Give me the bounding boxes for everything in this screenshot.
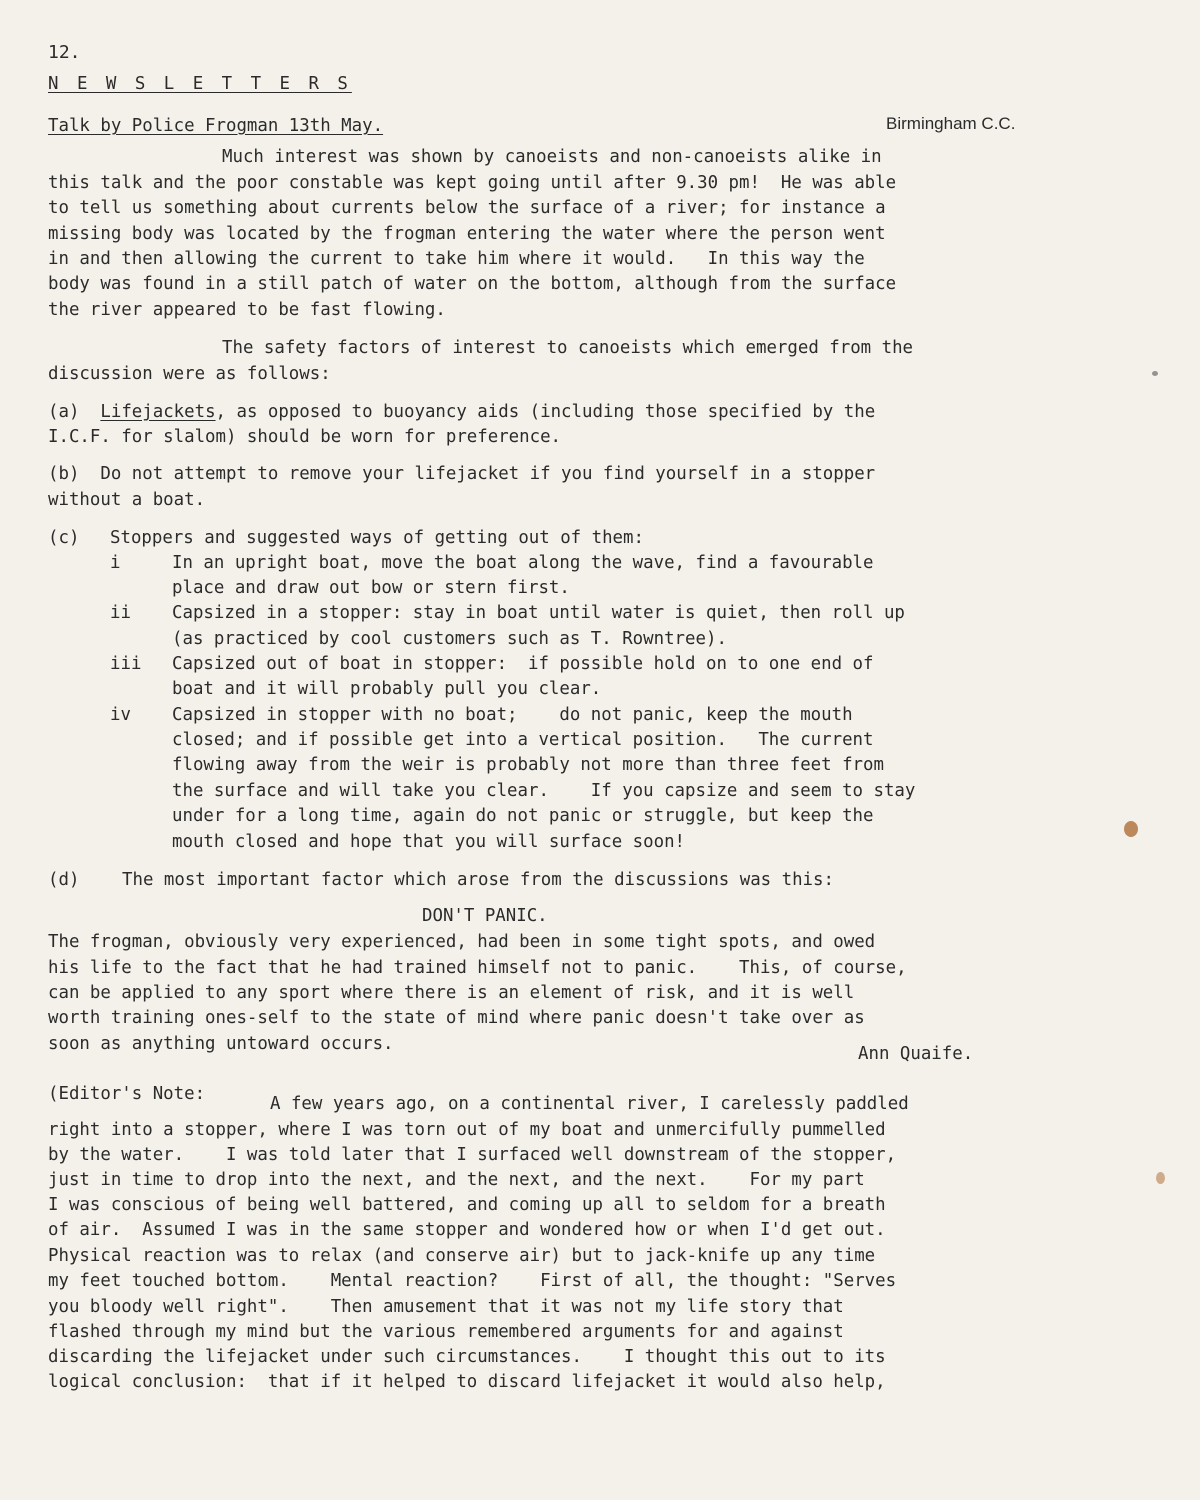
item-number: iii (110, 654, 142, 674)
item-line: (as practiced by cool customers such as T. Rowntree). (172, 629, 727, 649)
editor-note-label: (Editor's Note: (48, 1084, 206, 1104)
item-number: iv (110, 705, 131, 725)
conclusion-line: can be applied to any sport where there is an element of risk, and it is well (48, 983, 855, 1003)
item-line: Capsized in stopper with no boat; do not panic, keep the mouth (172, 705, 853, 725)
author-signature: Ann Quaife. (858, 1044, 974, 1064)
editor-note-line: discarding the lifejacket under such circumstances. I thought this out to its (48, 1347, 886, 1367)
editor-note-line: right into a stopper, where I was torn out of my boat and unmercifully pummelled (48, 1120, 886, 1140)
safety-intro-line: discussion were as follows: (48, 364, 331, 384)
editor-note-line: you bloody well right". Then amusement that it was not my life story that (48, 1297, 844, 1317)
point-a-line: I.C.F. for slalom) should be worn for preference. (48, 427, 562, 447)
item-line: flowing away from the weir is probably not more than three feet from (172, 755, 884, 775)
item-number: ii (110, 603, 131, 623)
item-number: i (110, 553, 121, 573)
editor-note-line: I was conscious of being well battered, and coming up all to seldom for a breath (48, 1195, 886, 1215)
point-a-label: (a) (48, 402, 80, 422)
item-line: mouth closed and hope that you will surface soon! (172, 832, 686, 852)
club-name: Birmingham C.C. (886, 114, 1016, 133)
conclusion-line: worth training ones-self to the state of mind where panic doesn't take over as (48, 1008, 865, 1028)
intro-line: in and then allowing the current to take him where it would. In this way the (48, 249, 865, 269)
point-b-line: without a boat. (48, 490, 206, 510)
point-d-label: (d) (48, 870, 80, 890)
item-line: boat and it will probably pull you clear. (172, 679, 602, 699)
intro-line: body was found in a still patch of water on the bottom, although from the surface (48, 274, 897, 294)
editor-note-line: just in time to drop into the next, and the next, and the next. For my part (48, 1170, 865, 1190)
conclusion-line: his life to the fact that he had trained himself not to panic. This, of course, (48, 958, 907, 978)
item-line: the surface and will take you clear. If you capsize and seem to stay (172, 781, 916, 801)
intro-line: this talk and the poor constable was kept going until after 9.30 pm! He was able (48, 173, 897, 193)
editor-note-line: flashed through my mind but the various remembered arguments for and against (48, 1322, 844, 1342)
editor-note-line: logical conclusion: that if it helped to discard lifejacket it would also help, (48, 1372, 886, 1392)
item-line: In an upright boat, move the boat along the wave, find a favourable (172, 553, 874, 573)
item-line: place and draw out bow or stern first. (172, 578, 570, 598)
section-heading: N E W S L E T T E R S (48, 74, 352, 94)
conclusion-line: The frogman, obviously very experienced, had been in some tight spots, and owed (48, 932, 876, 952)
editor-note-line: by the water. I was told later that I surfaced well downstream of the stopper, (48, 1145, 897, 1165)
point-c-label: (c) (48, 528, 80, 548)
point-c-text: Stoppers and suggested ways of getting out of them: (110, 528, 644, 548)
point-a-text: , as opposed to buoyancy aids (including those specified by the (215, 402, 876, 422)
editor-note-line: A few years ago, on a continental river, I carelessly paddled (270, 1094, 909, 1114)
paper-stain (1124, 821, 1138, 837)
point-b-line: (b) Do not attempt to remove your lifejacket if you find yourself in a stopper (48, 464, 876, 484)
editor-note-line: Physical reaction was to relax (and conserve air) but to jack-knife up any time (48, 1246, 876, 1266)
intro-line: missing body was located by the frogman entering the water where the person went (48, 224, 886, 244)
safety-intro-line: The safety factors of interest to canoeists which emerged from the (222, 338, 914, 358)
item-line: Capsized in a stopper: stay in boat until water is quiet, then roll up (172, 603, 905, 623)
paper-mark (1152, 371, 1158, 376)
item-line: Capsized out of boat in stopper: if possible hold on to one end of (172, 654, 874, 674)
point-a (48, 404, 875, 421)
dont-panic-motto: DON'T PANIC. (422, 906, 548, 926)
item-line: closed; and if possible get into a vertical position. The current (172, 730, 874, 750)
editor-note-line: of air. Assumed I was in the same stopper and wondered how or when I'd get out. (48, 1220, 886, 1240)
intro-line: Much interest was shown by canoeists and non-canoeists alike in (222, 147, 882, 167)
intro-line: the river appeared to be fast flowing. (48, 300, 446, 320)
editor-note-line: my feet touched bottom. Mental reaction? First of all, the thought: "Serves (48, 1271, 897, 1291)
intro-line: to tell us something about currents below the surface of a river; for instance a (48, 198, 886, 218)
lifejackets-keyword: Lifejackets (100, 402, 216, 422)
point-d-text: The most important factor which arose from the discussions was this: (122, 870, 834, 890)
item-line: under for a long time, again do not panic or struggle, but keep the (172, 806, 874, 826)
paper-stain (1156, 1172, 1165, 1184)
article-title: Talk by Police Frogman 13th May. (48, 116, 384, 136)
conclusion-line: soon as anything untoward occurs. (48, 1034, 394, 1054)
page-number: 12. (48, 42, 81, 63)
